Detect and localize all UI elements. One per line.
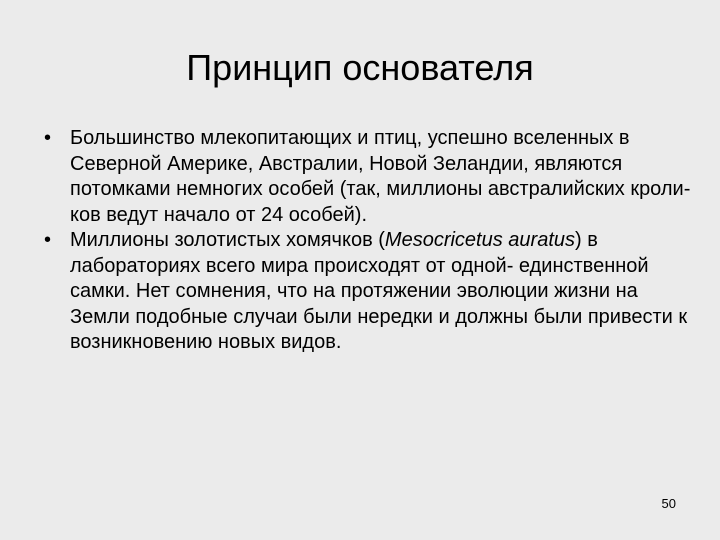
bullet-icon: • xyxy=(44,229,52,251)
bullet-text-end: ) в лабораториях всего мира происходят от одной- единственной самки. Нет сомнения, что на протяжении эволюции жизни на Земли подобные случаи были нередки и должны были привести к возникновению новых видов. xyxy=(70,229,688,353)
bullet-item xyxy=(44,228,694,356)
bullet-text: Большинство млекопитающих и птиц, успешно вселенных в Северной Америке, Австралии, Новой Зеландии, являются потомками немногих особей (так, миллионы австралийских кроли-ков ведут начало от 24 особей). xyxy=(70,127,691,226)
bullet-list xyxy=(44,126,694,356)
bullet-icon: • xyxy=(44,127,52,149)
slide-title: Принцип основателя xyxy=(186,47,534,88)
bullet-text-start: Миллионы золотистых хомячков ( xyxy=(70,229,385,251)
bullet-item xyxy=(44,126,694,228)
slide-number: 50 xyxy=(661,496,676,511)
species-name-italic: Mesocricetus auratus xyxy=(384,229,575,251)
